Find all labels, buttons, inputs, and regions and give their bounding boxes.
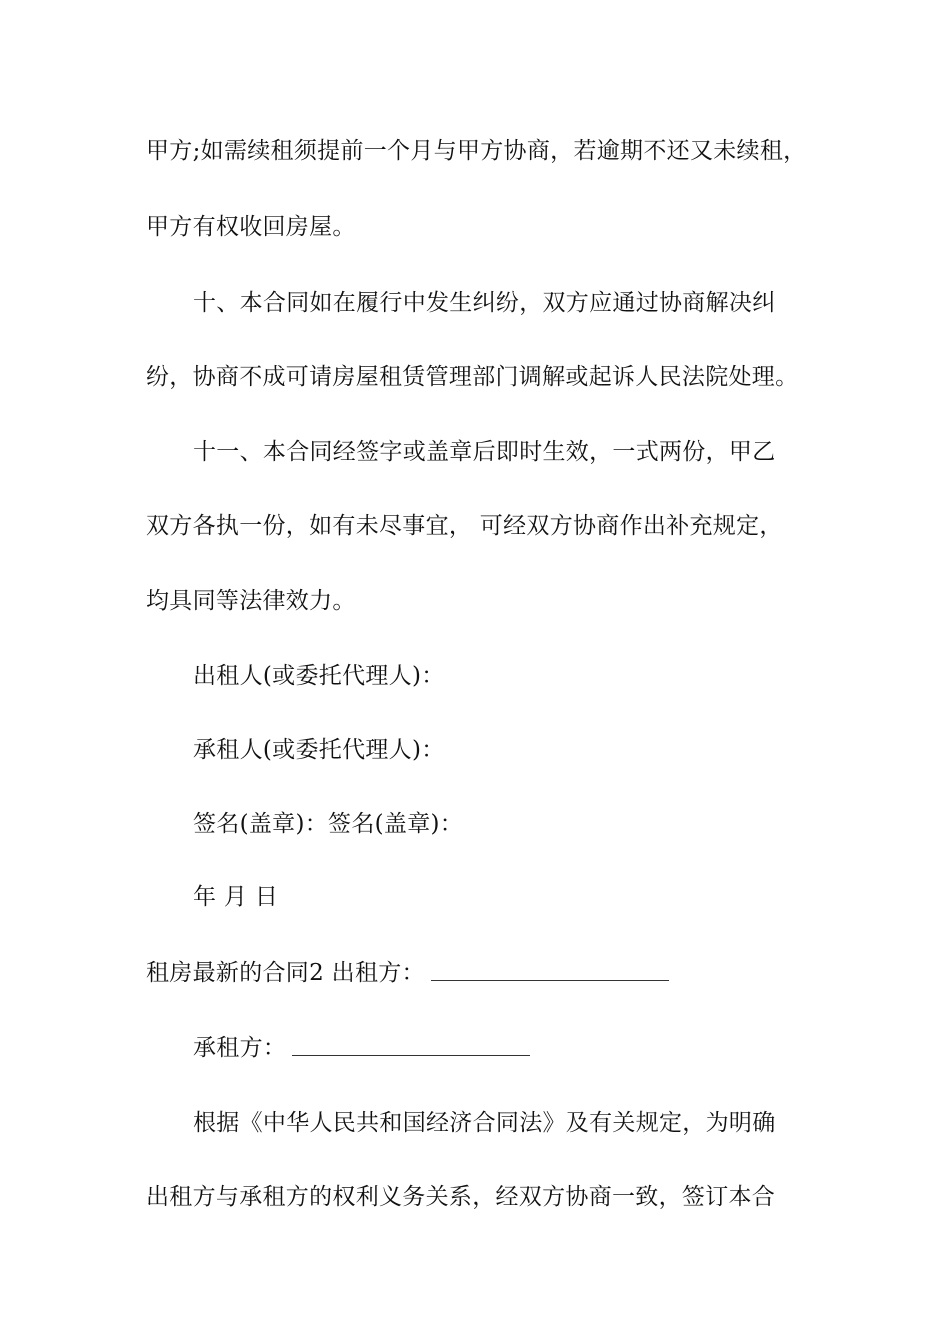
lessee-line xyxy=(193,1028,530,1068)
lessee-label: 承租方： xyxy=(193,1035,287,1061)
contract-two-heading xyxy=(146,953,669,993)
lessor-signature-label: 出租人(或委托代理人)： xyxy=(193,663,445,689)
paragraph-line: 纷，协商不成可请房屋租赁管理部门调解或起诉人民法院处理。 xyxy=(146,364,799,390)
lessee-signature-label: 承租人(或委托代理人)： xyxy=(193,737,445,763)
paragraph-line: 出租方与承租方的权利义务关系，经双方协商一致，签订本合 xyxy=(146,1184,776,1210)
paragraph-line: 双方各执一份，如有未尽事宜， 可经双方协商作出补充规定， xyxy=(146,513,783,539)
seal-signature-label: 签名(盖章)：签名(盖章)： xyxy=(193,811,464,837)
clause-ten-line: 十、本合同如在履行中发生纠纷，双方应通过协商解决纠 xyxy=(193,290,776,316)
lessor-blank-field[interactable] xyxy=(431,979,669,981)
contract-two-title: 租房最新的合同2 出租方： xyxy=(146,960,425,986)
paragraph-line: 均具同等法律效力。 xyxy=(146,588,356,614)
date-line: 年 月 日 xyxy=(193,884,279,910)
paragraph-line: 甲方有权收回房屋。 xyxy=(146,214,356,240)
lessee-blank-field[interactable] xyxy=(292,1054,530,1056)
clause-eleven-line: 十一、本合同经签字或盖章后即时生效，一式两份，甲乙 xyxy=(193,439,776,465)
paragraph-line: 甲方;如需续租须提前一个月与甲方协商，若逾期不还又未续租， xyxy=(146,138,807,164)
paragraph-line: 根据《中华人民共和国经济合同法》及有关规定，为明确 xyxy=(193,1110,776,1136)
